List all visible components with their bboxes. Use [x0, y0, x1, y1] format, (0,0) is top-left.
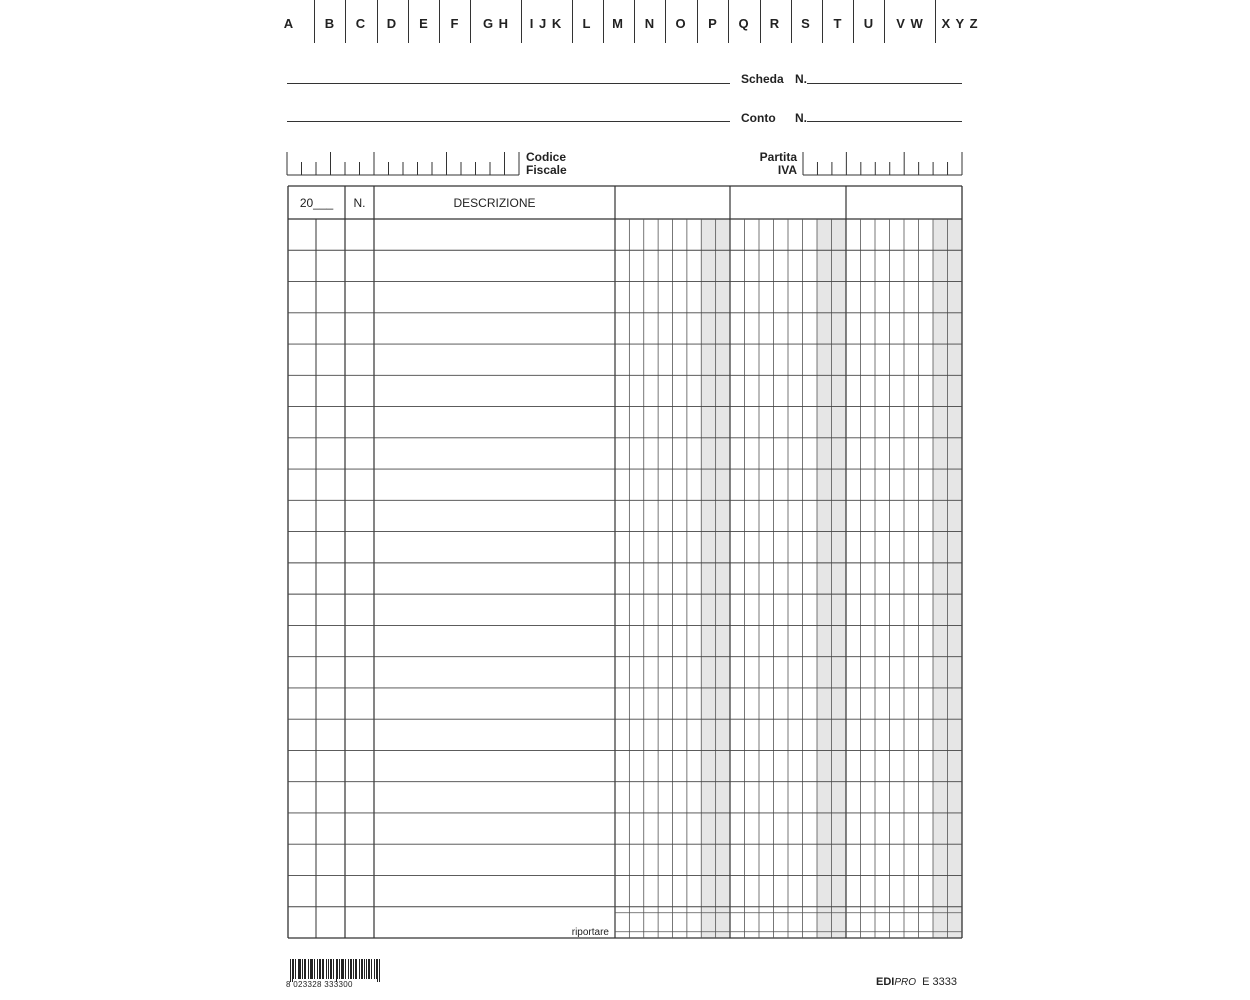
barcode-bar [292, 959, 293, 982]
barcode-bar [302, 959, 303, 979]
brand-italic: PRO [894, 977, 917, 988]
brand-mark [876, 976, 957, 988]
barcode-bar [333, 959, 334, 979]
brand-bold: EDI [876, 976, 895, 988]
index-tab-10[interactable]: N [644, 16, 656, 31]
barcode-bar [348, 959, 349, 979]
barcode-bar [377, 959, 378, 982]
barcode-bar [379, 959, 380, 982]
barcode-bar [364, 959, 365, 979]
barcode-bar [374, 959, 375, 979]
barcode-bar [310, 959, 311, 979]
barcode-bar [350, 959, 351, 979]
barcode-bar [342, 959, 343, 979]
index-tab-19[interactable]: X Y Z [941, 16, 979, 31]
product-code: E 3333 [922, 976, 957, 988]
index-tab-4[interactable]: E [419, 16, 429, 31]
barcode-bar [341, 959, 342, 979]
barcode-digits: 8 023328 333300 [286, 980, 353, 989]
index-tab-13[interactable]: Q [738, 16, 750, 31]
index-tab-12[interactable]: P [708, 16, 718, 31]
barcode-bar [361, 959, 362, 979]
barcode-bar [326, 959, 327, 979]
barcode-bar [299, 959, 300, 979]
scheda-label: Scheda [741, 72, 784, 86]
barcode-bar [308, 959, 309, 979]
barcode-bar [300, 959, 301, 979]
barcode-bar [366, 959, 367, 979]
barcode-bar [328, 959, 329, 979]
barcode-bar [339, 959, 340, 979]
codice-fiscale-line2: Fiscale [526, 163, 567, 177]
codice-fiscale-line1: Codice [526, 150, 567, 164]
barcode-bar [319, 959, 320, 979]
barcode-bar [336, 959, 337, 982]
index-tab-1[interactable]: B [324, 16, 336, 31]
barcode-bar [331, 959, 332, 979]
barcode-bar [322, 959, 323, 979]
scheda-number-label: N. [795, 72, 807, 86]
barcode-bar [376, 959, 377, 979]
barcode-bar [305, 959, 306, 979]
index-tab-14[interactable]: R [769, 16, 781, 31]
barcode-bar [314, 959, 315, 979]
index-tab-9[interactable]: M [612, 16, 624, 31]
barcode-bar [362, 959, 363, 979]
riportare-label: riportare [571, 927, 609, 938]
conto-number-label: N. [795, 111, 807, 125]
barcode-bar [355, 959, 356, 979]
index-tab-6[interactable]: G H [482, 16, 510, 31]
number-header: N. [353, 196, 366, 210]
barcode-bar [356, 959, 357, 979]
barcode-bar [293, 959, 294, 979]
barcode-bar [343, 959, 344, 979]
description-header: DESCRIZIONE [453, 196, 536, 210]
index-tab-17[interactable]: U [863, 16, 875, 31]
index-tab-15[interactable]: S [801, 16, 811, 31]
partita-iva-line1: Partita [759, 150, 797, 164]
barcode-bar [330, 959, 331, 979]
year-header: 20___ [299, 196, 334, 210]
barcode-bar [295, 959, 296, 979]
barcode-bar [371, 959, 372, 979]
conto-label: Conto [741, 111, 776, 125]
index-tab-2[interactable]: C [355, 16, 367, 31]
barcode-bar [312, 959, 313, 979]
barcode-bar [369, 959, 370, 979]
barcode-bar [353, 959, 354, 979]
barcode-bar [317, 959, 318, 979]
barcode-bar [311, 959, 312, 979]
barcode-bar [304, 959, 305, 979]
index-tab-18[interactable]: V W [896, 16, 924, 31]
barcode-bar [323, 959, 324, 979]
barcode-bar [337, 959, 338, 979]
barcode-bar [290, 959, 291, 982]
index-tab-8[interactable]: L [582, 16, 592, 31]
index-tab-5[interactable]: F [450, 16, 460, 31]
barcode-bar [359, 959, 360, 979]
index-tab-0[interactable]: A [283, 16, 295, 31]
index-tab-7[interactable]: I J K [529, 16, 563, 31]
barcode-bar [351, 959, 352, 979]
index-tab-16[interactable]: T [833, 16, 843, 31]
barcode-bar [298, 959, 299, 979]
index-tab-3[interactable]: D [386, 16, 398, 31]
barcode-bar [368, 959, 369, 979]
barcode-bar [345, 959, 346, 979]
partita-iva-line2: IVA [777, 163, 797, 177]
index-tab-11[interactable]: O [675, 16, 687, 31]
barcode-bar [320, 959, 321, 979]
